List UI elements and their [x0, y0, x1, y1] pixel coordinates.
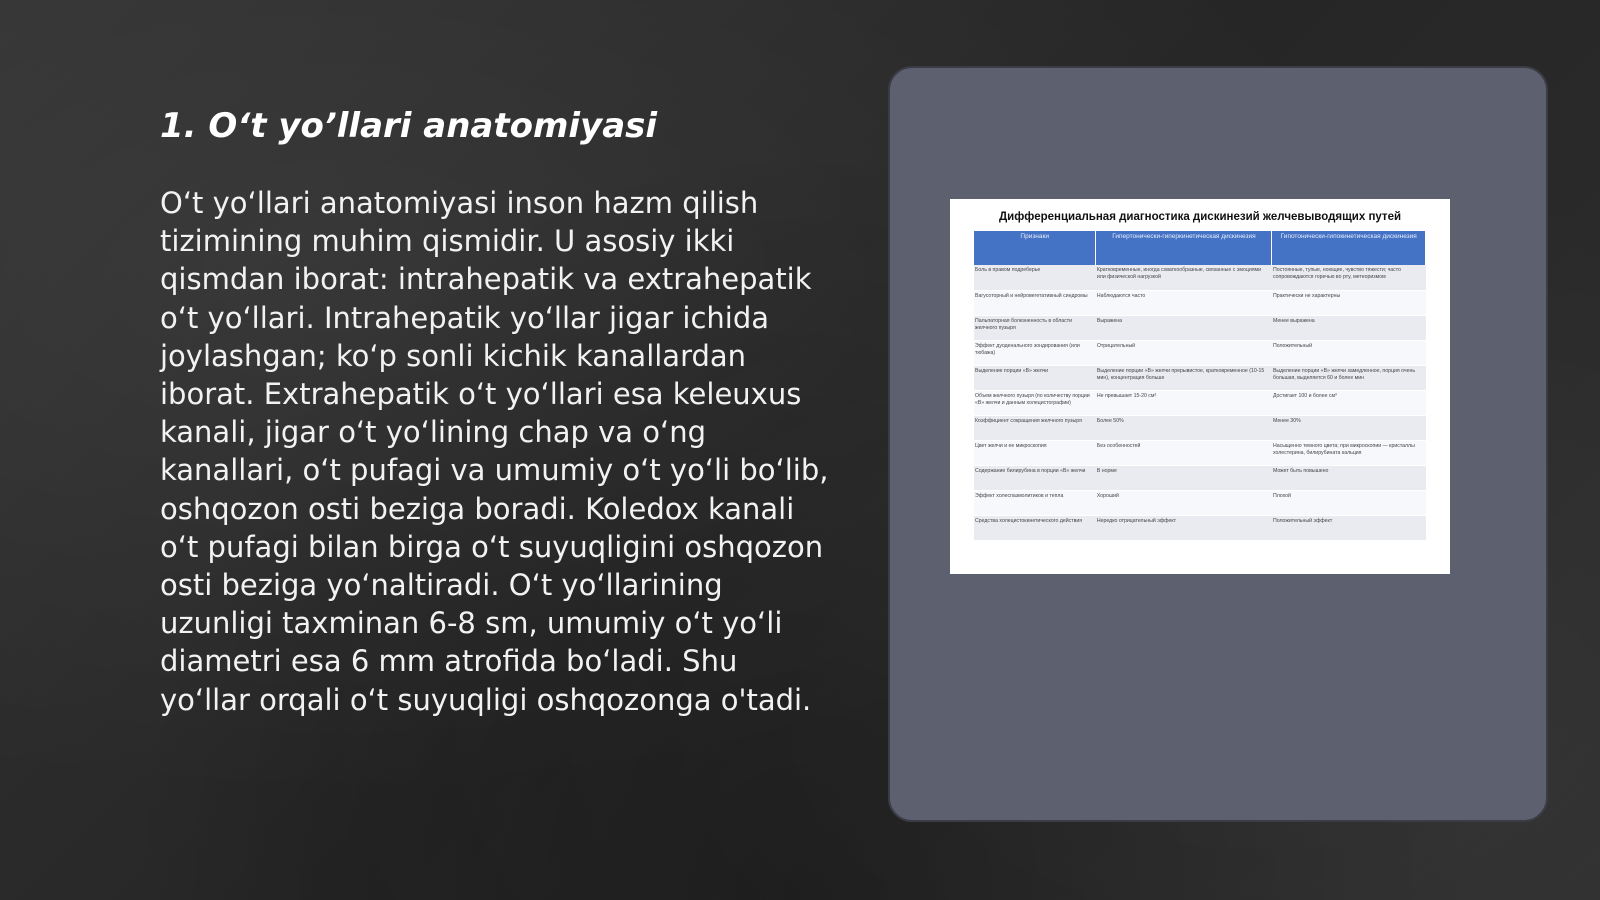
table-cell: Нередко отрицательный эффект [1096, 515, 1272, 540]
table-cell: Вагусоторный и нейровегетативный синдромы [974, 290, 1096, 315]
table-cell: Цвет желчи и ее микроскопия [974, 440, 1096, 465]
table-row [974, 490, 1426, 515]
table-cell: Насыщенно темного цвета; при микроскопии — кристаллы холестерина, билирубината кальция [1272, 440, 1426, 465]
table-cell: Хороший [1096, 490, 1272, 515]
table-cell: Эффект дуоденального зондирования (или тюбажа) [974, 340, 1096, 365]
table-row [974, 290, 1426, 315]
table-header-cell: Признаки [974, 231, 1096, 265]
table-header-cell: Гипотонически-гипокинетическая дискинезия [1272, 231, 1426, 265]
table-row [974, 265, 1426, 290]
table-cell: Менее выражена [1272, 315, 1426, 340]
table-header-row [974, 231, 1426, 265]
table-cell: Пальпаторная болезненность в области желчного пузыря [974, 315, 1096, 340]
table-cell: Коэффициент сокращения желчного пузыря [974, 415, 1096, 440]
table-cell: Содержание билирубина в порции «В» желчи [974, 465, 1096, 490]
table-cell: Практически не характерны [1272, 290, 1426, 315]
table-body [974, 265, 1426, 540]
diagnosis-table [974, 231, 1426, 541]
table-cell: Достигает 100 и более см³ [1272, 390, 1426, 415]
table-row [974, 515, 1426, 540]
table-cell: Не превышает 15-20 см³ [1096, 390, 1272, 415]
table-cell: Без особенностей [1096, 440, 1272, 465]
table-cell: Отрицательный [1096, 340, 1272, 365]
table-cell: В норме [1096, 465, 1272, 490]
table-cell: Выделение порции «В» желчи [974, 365, 1096, 390]
table-cell: Положительный эффект [1272, 515, 1426, 540]
slide-title: 1. O‘t yo’llari anatomiyasi [160, 106, 658, 146]
table-cell: Эффект холеспазмолитиков и тепла [974, 490, 1096, 515]
table-cell: Более 50% [1096, 415, 1272, 440]
table-cell: Наблюдаются часто [1096, 290, 1272, 315]
table-cell: Выделение порции «В» желчи замедленное, порция очень большая, выделяется 60 и более мин [1272, 365, 1426, 390]
table-cell: Менее 30% [1272, 415, 1426, 440]
table-cell: Выражена [1096, 315, 1272, 340]
table-cell: Плохой [1272, 490, 1426, 515]
slide-body-text: O‘t yo‘llari anatomiyasi inson hazm qilish tizimining muhim qismidir. U asosiy ikki qismdan iborat: intrahepatik va extrahepatik o‘t yo‘llari. Intrahepatik yo‘llar jigar ichida joylashgan; ko‘p sonli kichik kanallardan iborat. Extrahepatik o‘t yo‘llari esa keleuxus kanali, jigar o‘t yo‘lining chap va o‘ng kanallari, o‘t pufagi va umumiy o‘t yo‘li bo‘lib, oshqozon osti beziga boradi. Koledox kanali o‘t pufagi bilan birga o‘t suyuqligini oshqozon osti beziga yo‘naltiradi. O‘t yo‘llarining uzunligi taxminan 6-8 sm, umumiy o‘t yo‘li diametri esa 6 mm atrofida bo‘ladi. Shu yo‘llar orqali o‘t suyuqligi oshqozonga o'tadi. [160, 186, 829, 717]
table-row [974, 315, 1426, 340]
table-cell: Средства холецистокинетического действия [974, 515, 1096, 540]
table-cell: Выделение порции «В» желчи прерывистое, кратковременное (10-15 мин), концентрация больше [1096, 365, 1272, 390]
table-row [974, 365, 1426, 390]
table-cell: Кратковременные, иногда схваткообразные, связанные с эмоциями или физической нагрузкой [1096, 265, 1272, 290]
table-row [974, 340, 1426, 365]
diagnosis-table-image [950, 199, 1450, 574]
table-header-cell: Гипертонически-гиперкинетическая дискинезия [1096, 231, 1272, 265]
table-cell: Постоянные, тупые, ноющие, чувство тяжести; часто сопровождаются горечью во рту, метеоризмом [1272, 265, 1426, 290]
table-cell: Может быть повышено [1272, 465, 1426, 490]
table-cell: Положительный [1272, 340, 1426, 365]
table-row [974, 390, 1426, 415]
table-row [974, 415, 1426, 440]
table-image-title: Дифференциальная диагностика дискинезий желчевыводящих путей [998, 211, 1402, 223]
table-row [974, 440, 1426, 465]
table-cell: Объем желчного пузыря (по количеству порции «В» желчи и данным холецистографии) [974, 390, 1096, 415]
table-row [974, 465, 1426, 490]
table-cell: Боль в правом подреберье [974, 265, 1096, 290]
